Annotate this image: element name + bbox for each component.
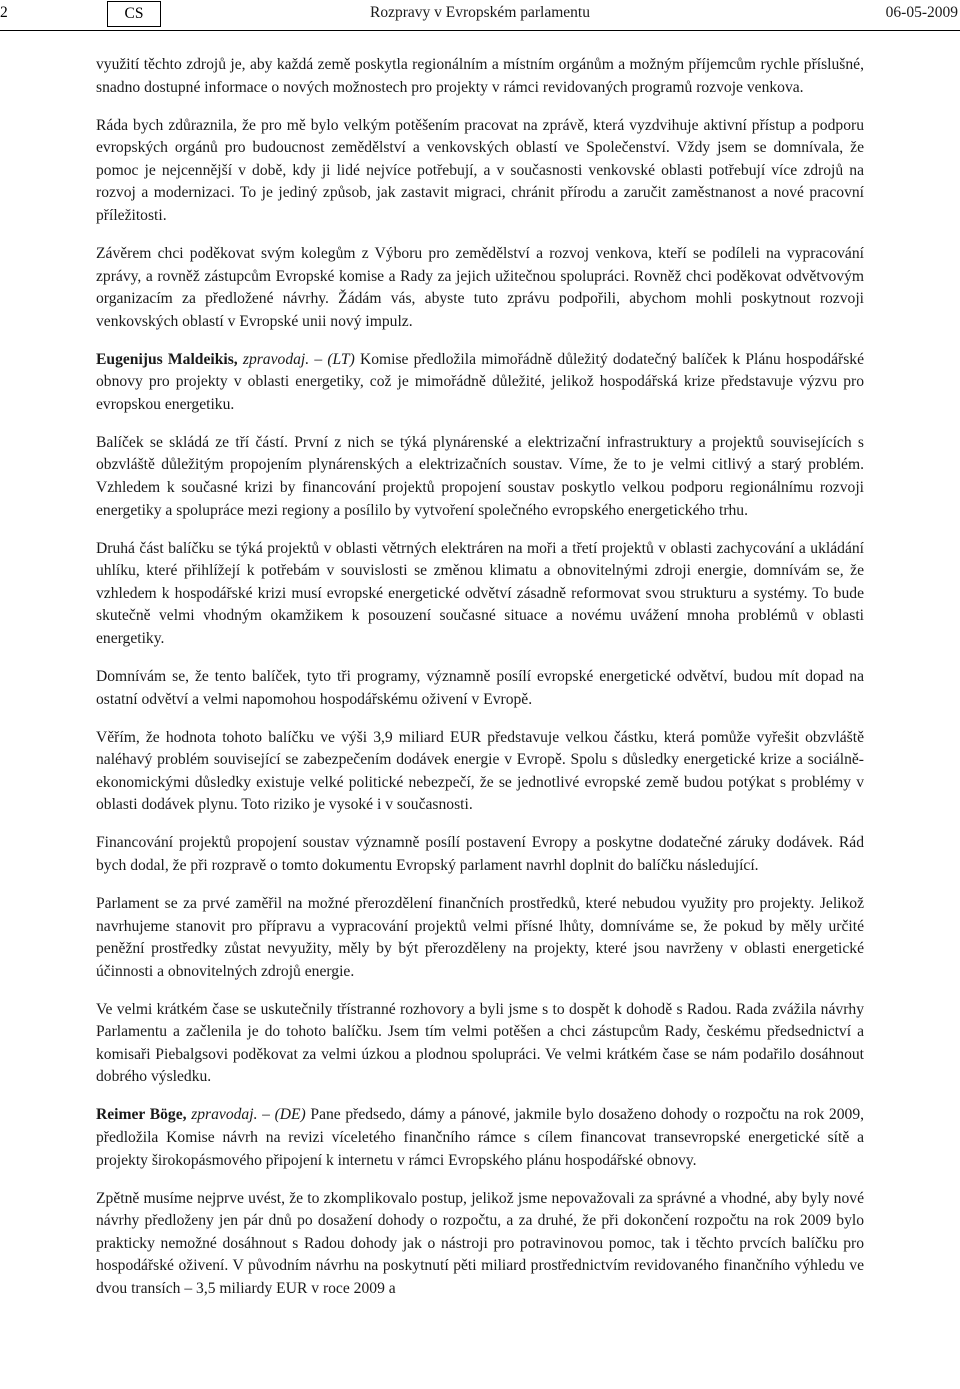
speaker-role: zpravodaj. [242,350,310,368]
speaker-name: Reimer Böge, [96,1106,187,1124]
speech-text: Komise předložila mimořádně důležitý dodatečný balíček k Plánu hospodářské obnovy pro projekty v oblasti energetiky, což je mimořádně důležité, jelikož hospodářská krize představuje výzvu pro evropskou energetiku. [96,350,864,413]
page-number: 2 [0,4,8,21]
speech-text: Pane předsedo, dámy a pánové, jakmile bylo dosaženo dohody o rozpočtu na rok 2009, předložila Komise návrh na revizi víceletého finančního rámce s cílem financovat transevropské energetické sítě a projekty širokopásmového připojení k internetu v rámci Evropského plánu hospodářské obnovy. [96,1106,865,1169]
speaker-paragraph [96,349,864,417]
paragraph: Parlament se za prvé zaměřil na možné přerozdělení finančních prostředků, které nebudou využity pro projekty. Jelikož navrhujeme stanovit pro přípravu a vypracování projektů velmi přísné lhůty, domníváme se, že pokud by měly určité peněžní prostředky zůstat nevyužity, měly by být přerozděleny na projekty, které jsou navrženy v oblasti energetické účinnosti a obnovitelných zdrojů energie. [96,894,864,980]
document-body [96,54,864,1316]
paragraph: Ve velmi krátkém čase se uskutečnily třístranné rozhovory a byli jsme s to dospět k dohodě s Radou. Rada zvážila návrhy Parlamentu a začlenila je do tohoto balíčku. Jsem tím velmi potěšen a chci zástupcům Rady, českému předsednictví a komisaři Piebalgsovi poděkovat za velmi úzkou a plodnou spolupráci. Ve velmi krátkém čase se nám podařilo dosáhnout dobrého výsledku. [96,1000,864,1086]
paragraph: Balíček se skládá ze tří částí. První z nich se týká plynárenské a elektrizační infrastruktury a projektů souvisejících s obzvláště důležitým propojením plynárenských a elektrizačních soustav. Víme, že to je velmi citlivý a starý problém. Vzhledem k současné krizi by financování projektů propojení soustav poskytlo velkou podporu regionálnímu rozvoji energetiky a spolupráce mezi regiony a posílilo by vytvoření společného evropského energetického trhu. [96,433,864,519]
paragraph: využití těchto zdrojů je, aby každá země poskytla regionálním a místním orgánům a možným příjemcům rychle příslušné, snadno dostupné informace o nových možnostech pro projekty v rámci revidovaných programů rozvoje venkova. [96,56,864,96]
speaker-name: Eugenijus Maldeikis, [96,350,238,368]
paragraph: Druhá část balíčku se týká projektů v oblasti větrných elektráren na moři a třetí projektů v oblasti zachycování a ukládání uhlíku, které přihlížejí k potřebám v souvislosti se změnou klimatu a obnovitelnými zdroji energie, domnívám se, že vzhledem k hospodářské krizi musí evropské energetické odvětví zásadně reformovat svou strukturu a systémy. To bude skutečně velmi vhodným okamžikem k posouzení současné situace a novému uvážení mnoha problémů v oblasti energetiky. [96,539,864,648]
language-code-box: CS [107,1,161,27]
speaker-language: (LT) [327,350,355,368]
paragraph: Domnívám se, že tento balíček, tyto tři programy, významně posílí evropské energetické odvětví, budou mít dopad na ostatní odvětví a velmi napomohou hospodářskému oživení v Evropě. [96,668,864,708]
paragraph: Zpětně musíme nejprve uvést, že to zkomplikovalo postup, jelikož jsme nepovažovali za správné a vhodné, aby byly nové návrhy předloženy jen pár dnů po dosažení dohody o rozpočtu, a za druhé, že při dokončení rozpočtu na rok 2009 bylo prakticky nemožné dosáhnout s Radou dohody jak o nástroji pro potravinovou pomoc, tak i těchto prvcích balíčku pro hospodářské oživení. V původním návrhu na poskytnutí pěti miliard prostřednictvím revidovaného finančního výhledu ve dvou transích – 3,5 miliardy EUR v roce 2009 a [96,1189,864,1297]
paragraph: Ráda bych zdůraznila, že pro mě bylo velkým potěšením pracovat na zprávě, která vyzdvihuje aktivní přístup a podporu evropských orgánů pro budoucnost zemědělství a venkovských oblastí ve Společenství. Vždy jsem se domnívala, že pomoc je nejcennější v době, kdy ji lidé nejvíce potřebují, a v současnosti venkovské oblasti potřebují více zdrojů na rozvoj a modernizaci. To je jediný způsob, jak zastavit migraci, chránit přírodu a zaručit zaměstnanost a nové pracovní příležitosti. [96,116,864,224]
speaker-language: (DE) [274,1106,306,1124]
dash: – [257,1106,275,1124]
dash: – [309,350,328,368]
paragraph: Financování projektů propojení soustav významně posílí postavení Evropy a poskytne dodatečné záruky dodávek. Rád bych dodal, že při rozpravě o tomto dokumentu Evropský parlament navrhl doplnit do balíčku následující. [96,834,864,874]
issue-date: 06-05-2009 [885,4,958,21]
speaker-paragraph [96,1104,864,1172]
journal-title: Rozpravy v Evropském parlamentu [370,4,590,21]
paragraph: Závěrem chci poděkovat svým kolegům z Výboru pro zemědělství a rozvoj venkova, kteří se podíleli na vypracování zprávy, a rovněž zástupcům Evropské komise a Rady za jejich užitečnou spolupráci. Rovněž chci poděkovat odvětvovým organizacím za předložené návrhy. Žádám vás, abyste tuto zprávu podpořili, abychom mohli poskytnout rozvoji venkovských oblastí v Evropské unii nový impulz. [96,244,864,330]
page-header [0,0,960,31]
speaker-role: zpravodaj. [191,1106,258,1124]
paragraph: Věřím, že hodnota tohoto balíčku ve výši 3,9 miliard EUR představuje velkou částku, která pomůže vyřešit obzvláště naléhavý problém související se zabezpečením dodávek energie v Evropě. Spolu s důsledky energetické krize a sociálně-ekonomickými důsledky existuje velké politické nebezpečí, že se jednotlivé evropské země budou potýkat s problémy v oblasti dodávek plynu. Toto riziko je vysoké i v současnosti. [96,728,864,814]
